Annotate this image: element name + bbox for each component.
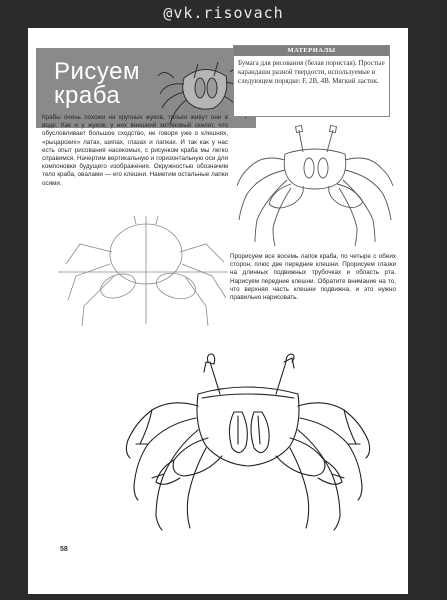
crab-sketch-step2 (233, 124, 398, 249)
materials-box (233, 45, 390, 117)
materials-header: МАТЕРИАЛЫ (234, 46, 389, 56)
page-title (54, 60, 140, 108)
watermark: @vk.risovach (163, 4, 284, 22)
crab-sketch-step1 (56, 214, 231, 334)
title-line-1: Рисуем (54, 58, 140, 85)
crab-drawing-final (90, 328, 408, 543)
page-number: 58 (60, 546, 68, 553)
step2-text: Прорисуем все восемь лапок краба, по четыре с обеих сторон, плюс две передние клешни. Прорисуем глазки на длинных подвижных трубочках и область рта. Нарисуем передние клешни. Обратите внимание на то, что верхняя часть клешни подвижна, и это нужно правильно нарисовать. (230, 253, 396, 302)
book-page (28, 28, 408, 594)
materials-text: Бумага для рисования (белая пористая). Простые карандаши разной твердости, используемые в следующем порядке: F, 2B, 4B. Мягкий ластик. (238, 59, 385, 85)
intro-text: Крабы очень похожи на крупных жуков, только живут они в воде. Как и у жуков, у них внешний хитиновый скелет, что обусловливает большое сходство, не говоря уже о клешнях, «рыцарских» латах, шипах, глазах и лапках. И так как у нас есть опыт рисования насекомых, с рисунком краба мы легко справимся. Начертим вертикальную и горизонтальную оси для компоновки будущего изображения. Окружностью обозначим тело краба, овалами — его клешни. Наметим остальные лапки осями. (42, 114, 228, 187)
title-line-2: краба (54, 82, 121, 109)
